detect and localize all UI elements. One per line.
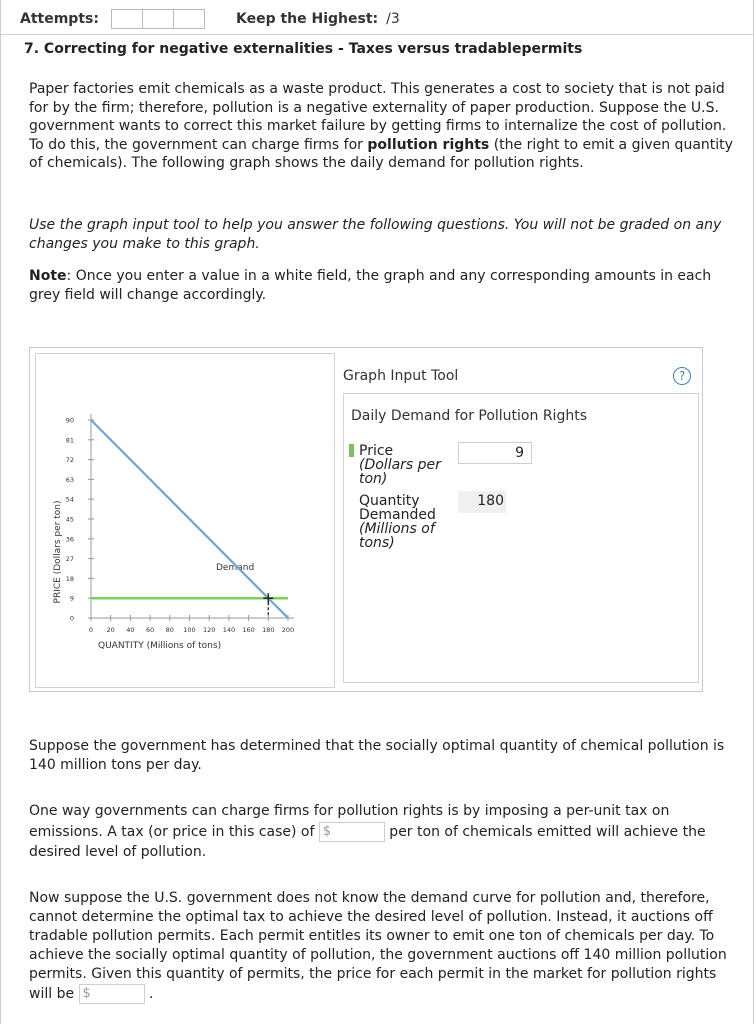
permit-price-input[interactable] — [79, 984, 145, 1004]
y-tick-label: 63 — [65, 475, 74, 484]
header-divider — [0, 34, 754, 35]
tax-paragraph — [29, 801, 735, 863]
tax-text-2: per ton of chemicals emitted will achieve the desired level of pollution. — [29, 823, 706, 860]
x-tick-label: 40 — [126, 626, 135, 634]
permits-text-end: . — [148, 985, 154, 1002]
price-label — [359, 444, 441, 486]
intro-text-1: Paper factories emit chemicals as a waste product. This generates a cost to society that is not paid for by the firm; therefore, pollution is a negative externality of paper production. Suppose the U.S. government wants to correct this market failure by getting firms to internalize the cost of pollution. To do this, the government can charge firms for — [29, 81, 727, 153]
quantity-label — [359, 494, 436, 550]
y-tick-label: 81 — [65, 436, 74, 445]
tax-answer-input[interactable] — [319, 822, 385, 842]
price-unit-2: ton) — [359, 471, 388, 487]
daily-demand-box — [343, 393, 699, 683]
graph-input-tool-title: Graph Input Tool — [343, 368, 459, 384]
y-tick-label: 0 — [69, 614, 74, 623]
y-tick-label: 54 — [65, 495, 74, 504]
attempts-label: Attempts: — [20, 11, 99, 27]
keep-highest — [236, 8, 400, 30]
y-tick-label: 9 — [69, 594, 74, 603]
note-text: : Once you enter a value in a white field, the graph and any corresponding amounts in each grey field will change accordingly. — [29, 268, 712, 303]
intro-text-2: (the right to emit a given quantity of chemicals). The following graph shows the daily demand for pollution rights. — [29, 136, 733, 172]
y-tick-label: 45 — [65, 515, 74, 524]
input-panel — [340, 353, 699, 688]
permit-dollar-sign: $ — [82, 985, 91, 1001]
x-tick-label: 80 — [165, 626, 174, 634]
intro-paragraph — [29, 80, 735, 173]
pollution-rights-term: pollution rights — [367, 136, 490, 153]
y-tick-label: 27 — [65, 555, 74, 564]
demand-curve-label: Demand — [216, 563, 255, 573]
help-icon[interactable]: ? — [673, 367, 691, 385]
y-axis-label: PRICE (Dollars per ton) — [53, 500, 63, 604]
x-tick-label: 180 — [262, 626, 275, 634]
x-tick-label: 100 — [183, 626, 196, 634]
quantity-unit-1: (Millions of — [359, 521, 435, 537]
quantity-demanded-value: 180 — [458, 491, 506, 513]
graph-input-tool — [29, 347, 703, 692]
demand-curve — [91, 420, 288, 618]
quantity-unit-2: tons) — [359, 535, 395, 551]
x-tick-label: 120 — [202, 626, 216, 634]
attempt-boxes — [111, 9, 204, 29]
x-tick-label: 160 — [242, 626, 255, 634]
permits-paragraph — [29, 889, 735, 1004]
y-tick-label: 36 — [65, 535, 74, 544]
x-tick-label: 20 — [106, 626, 115, 634]
price-unit-1: (Dollars per — [359, 457, 441, 473]
y-tick-label: 90 — [65, 416, 74, 425]
y-tick-label: 72 — [65, 456, 74, 465]
question-title: 7. Correcting for negative externalities - Taxes versus tradablepermits — [24, 41, 583, 57]
optimal-quantity-paragraph: Suppose the government has determined that the socially optimal quantity of chemical pollution is 140 million tons per day. — [29, 738, 725, 773]
note-paragraph — [29, 267, 735, 304]
x-tick-label: 140 — [222, 626, 236, 634]
x-tick-label: 200 — [281, 626, 295, 634]
graph-panel — [35, 353, 335, 688]
keep-highest-score: /3 — [386, 11, 400, 27]
price-marker-icon — [349, 444, 354, 457]
attempts-bar — [20, 8, 204, 30]
attempt-box-3 — [173, 9, 205, 29]
graph-instructions: Use the graph input tool to help you answer the following questions. You will not be graded on any changes you make to this graph. — [29, 217, 722, 252]
x-tick-label: 60 — [145, 626, 155, 634]
daily-demand-title: Daily Demand for Pollution Rights — [351, 408, 587, 424]
x-axis-label: QUANTITY (Millions of tons) — [98, 641, 222, 651]
attempt-box-1 — [111, 9, 143, 29]
attempt-box-2 — [142, 9, 174, 29]
keep-highest-label: Keep the Highest: — [236, 11, 379, 27]
quantity-label-2: Demanded — [359, 507, 436, 523]
permits-text: Now suppose the U.S. government does not know the demand curve for pollution and, therefore, cannot determine the optimal tax to achieve the desired level of pollution. Instead, it auctions off tradable pollution permits. Each permit entitles its owner to emit one ton of chemicals per day. To achieve the socially optimal quantity of pollution, the government auctions off 140 million pollution permits. Given this quantity of permits, the price for each permit in the market for pollution rights will be — [29, 890, 727, 1002]
price-label-text: Price — [359, 443, 394, 459]
note-label: Note — [29, 268, 67, 284]
price-input[interactable]: 9 — [458, 442, 532, 464]
y-tick-label: 18 — [65, 574, 74, 583]
tax-dollar-sign: $ — [322, 823, 332, 839]
tax-text-1: One way governments can charge firms for pollution rights is by imposing a per-unit tax on emissions. A tax (or price in this case) of — [29, 803, 670, 840]
demand-chart[interactable] — [36, 354, 334, 687]
quantity-label-1: Quantity — [359, 493, 420, 509]
x-tick-label: 0 — [88, 626, 94, 634]
